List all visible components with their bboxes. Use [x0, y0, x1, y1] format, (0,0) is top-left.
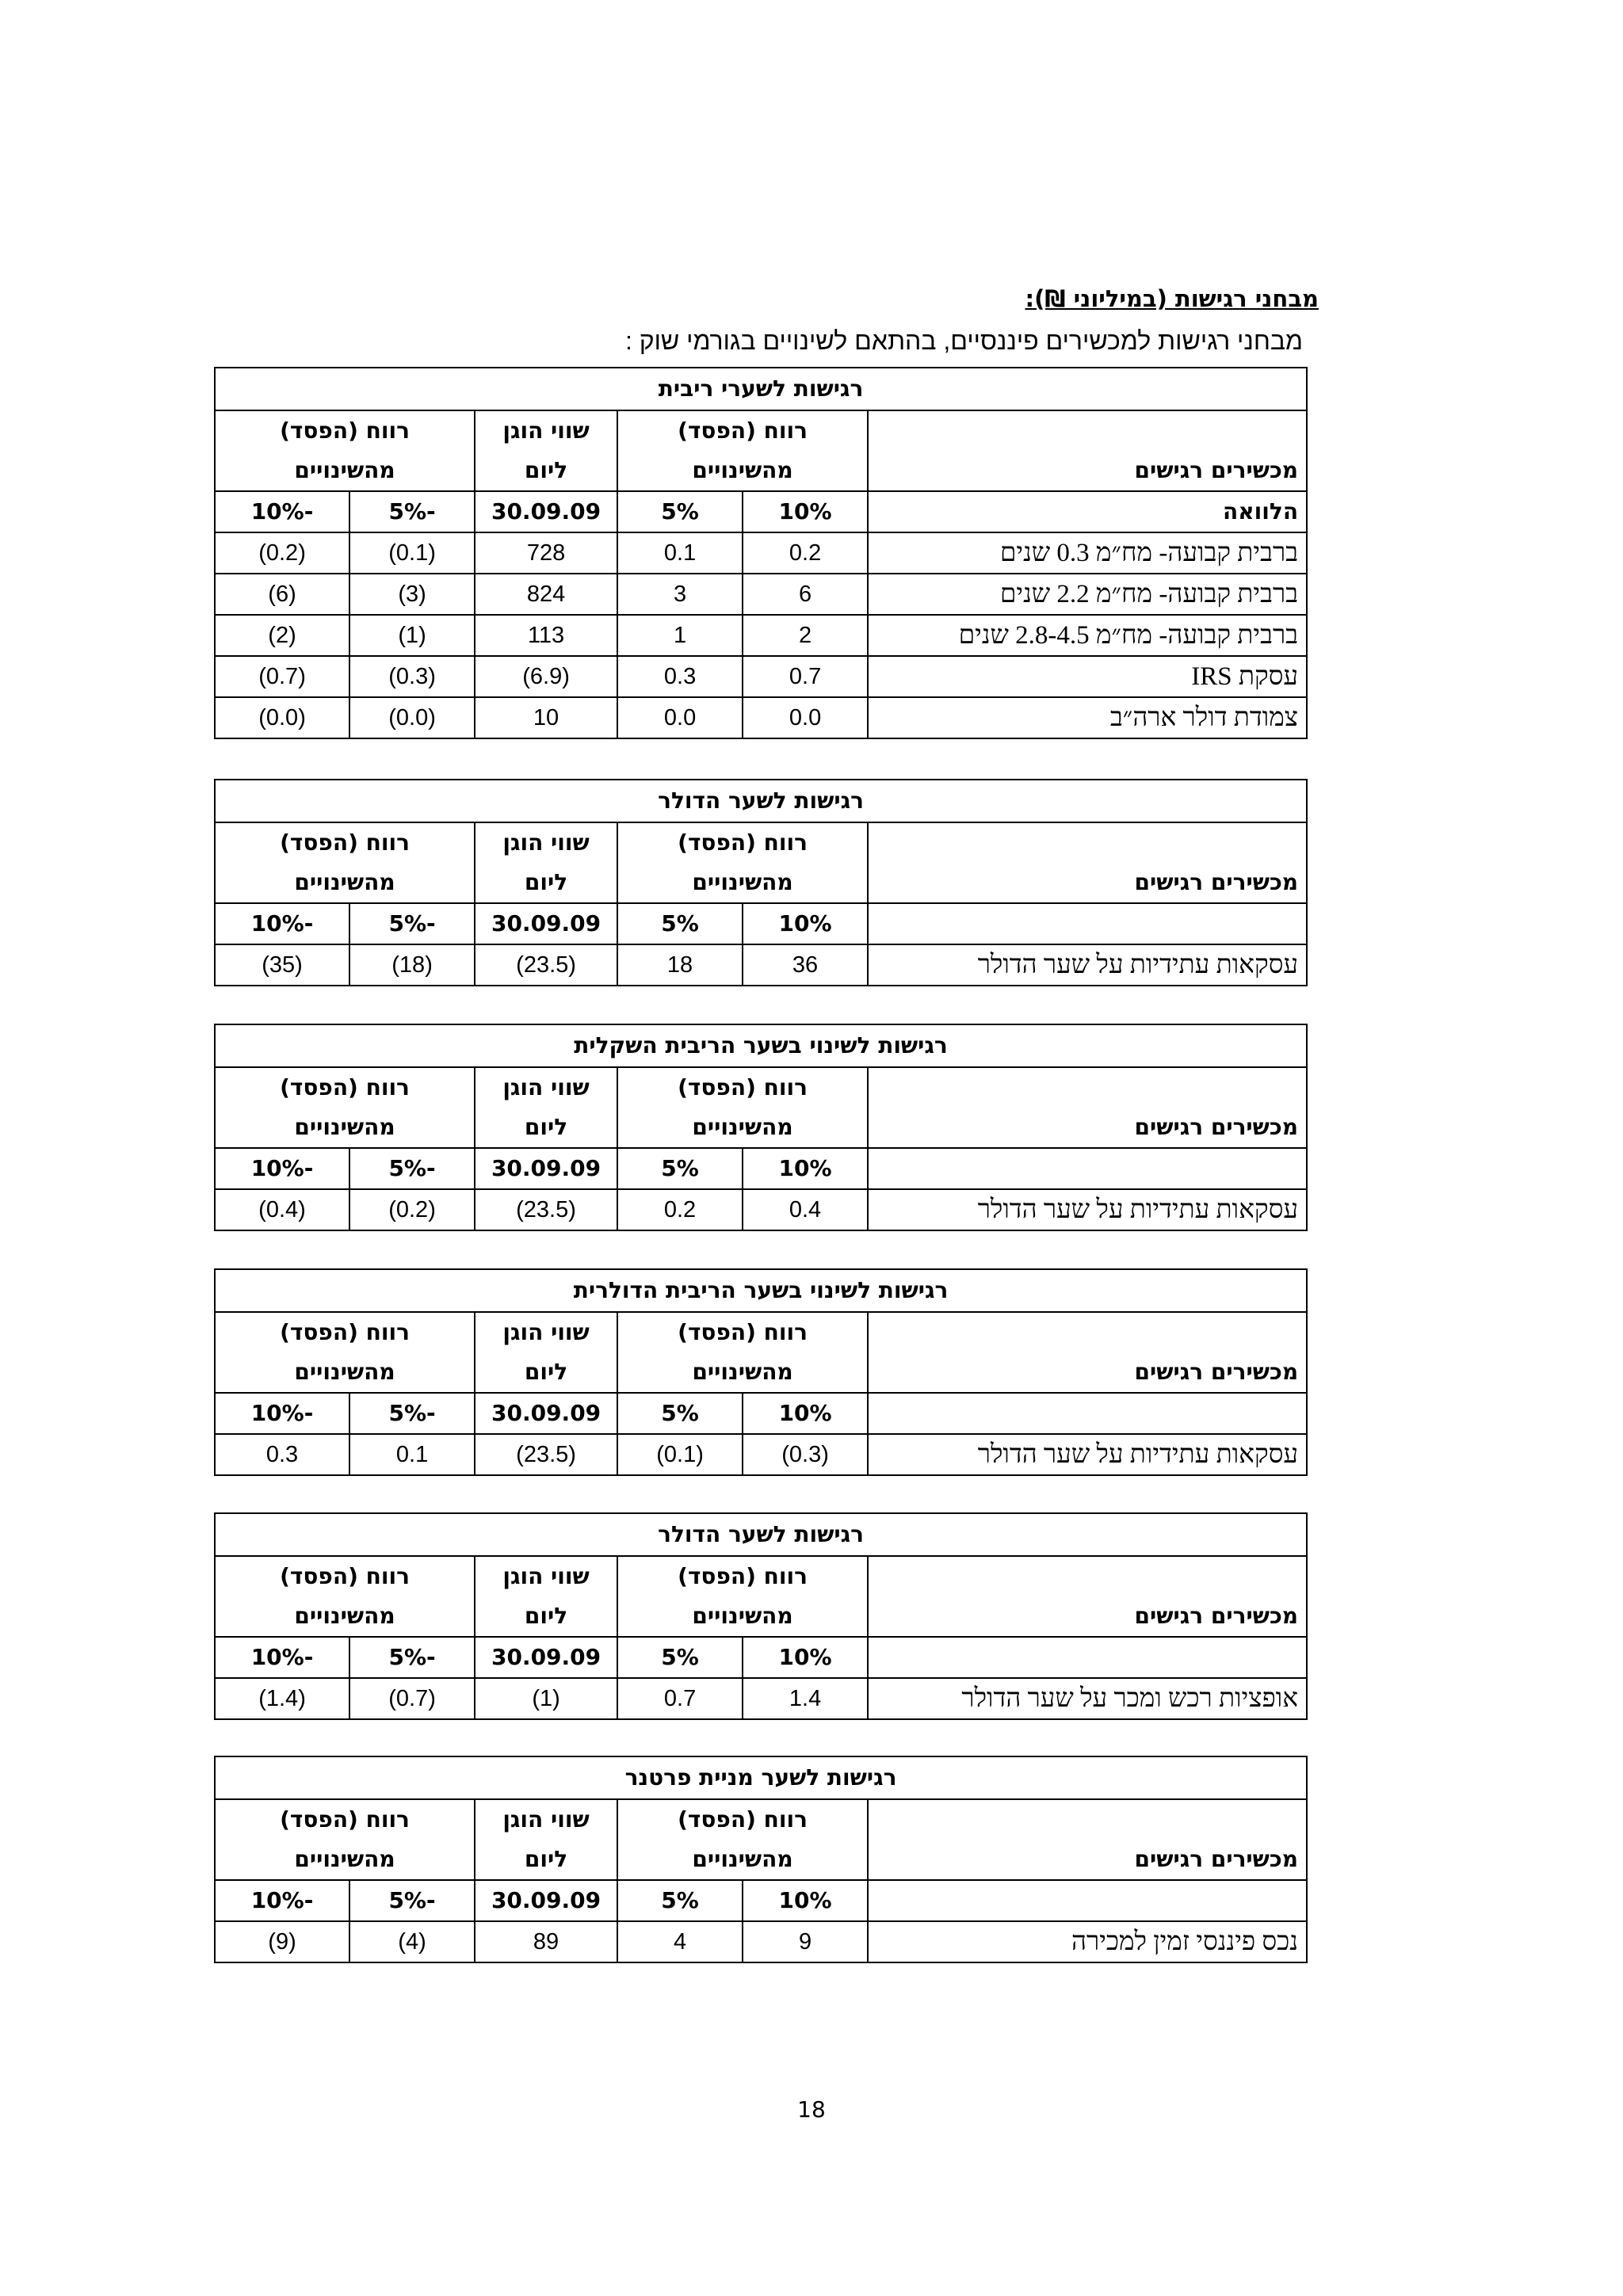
- value-plus-5: 0.1: [617, 532, 743, 574]
- header-row-1: [215, 822, 1307, 863]
- value-plus-10: 0.4: [743, 1189, 868, 1230]
- percent-row-label: הלוואה: [868, 491, 1307, 532]
- instrument-label: עסקאות עתידיות על שער הדולר: [868, 1189, 1307, 1230]
- fair-value: (6.9): [475, 656, 617, 697]
- value-plus-10: 0.2: [743, 532, 868, 574]
- value-plus-5: 0.3: [617, 656, 743, 697]
- value-plus-5: 4: [617, 1921, 743, 1962]
- percent-row: [215, 1637, 1307, 1678]
- pct-plus-5: 5%: [617, 1148, 743, 1189]
- percent-row-label: [868, 1393, 1307, 1434]
- instruments-header: מכשירים רגישים: [868, 1108, 1307, 1148]
- pct-plus-10: 10%: [743, 1637, 868, 1678]
- profit-loss-header: רווח (הפסד): [215, 1312, 475, 1352]
- section-subheading: מבחני רגישות למכשירים פיננסיים, בהתאם לשינויים בגורמי שוק :: [624, 326, 1303, 355]
- profit-loss-header-sub: מהשינויים: [617, 1108, 868, 1148]
- value-plus-10: 2: [743, 615, 868, 656]
- pct-minus-10: -10%: [215, 1393, 349, 1434]
- fair-value: 824: [475, 574, 617, 615]
- header-row-2: [215, 1840, 1307, 1880]
- value-minus-10: (1.4): [215, 1678, 349, 1719]
- value-plus-10: 0.7: [743, 656, 868, 697]
- pct-minus-10: -10%: [215, 1148, 349, 1189]
- table-row: [215, 1921, 1307, 1962]
- fair-value-header: שווי הוגן: [475, 1312, 617, 1352]
- value-plus-10: 6: [743, 574, 868, 615]
- value-minus-10: (6): [215, 574, 349, 615]
- percent-row: [215, 1393, 1307, 1434]
- pct-plus-5: 5%: [617, 903, 743, 944]
- fair-value-header: שווי הוגן: [475, 410, 617, 451]
- value-minus-10: (9): [215, 1921, 349, 1962]
- fair-value-header-sub: ליום: [475, 1108, 617, 1148]
- instruments-header: מכשירים רגישים: [868, 1352, 1307, 1393]
- value-minus-5: 0.1: [349, 1434, 475, 1475]
- value-minus-10: (0.2): [215, 532, 349, 574]
- percent-row: [215, 1148, 1307, 1189]
- header-row-2: [215, 451, 1307, 491]
- value-minus-5: (0.7): [349, 1678, 475, 1719]
- profit-loss-header: רווח (הפסד): [215, 1556, 475, 1596]
- value-minus-5: (0.1): [349, 532, 475, 574]
- table-title: רגישות לשער הדולר: [215, 780, 1307, 822]
- instruments-header: מכשירים רגישים: [868, 1840, 1307, 1880]
- table-title-row: [215, 1024, 1307, 1067]
- value-plus-10: 36: [743, 944, 868, 986]
- instrument-label: עסקאות עתידיות על שער הדולר: [868, 1434, 1307, 1475]
- sensitivity-table: [214, 1024, 1308, 1231]
- pct-plus-5: 5%: [617, 491, 743, 532]
- valuation-date: 30.09.09: [475, 491, 617, 532]
- value-minus-10: 0.3: [215, 1434, 349, 1475]
- sensitivity-table: [214, 367, 1308, 739]
- fair-value: 89: [475, 1921, 617, 1962]
- value-plus-5: 3: [617, 574, 743, 615]
- profit-loss-header-sub: מהשינויים: [215, 1596, 475, 1637]
- profit-loss-header-sub: מהשינויים: [617, 1596, 868, 1637]
- valuation-date: 30.09.09: [475, 1393, 617, 1434]
- fair-value-header-sub: ליום: [475, 1352, 617, 1393]
- profit-loss-header: רווח (הפסד): [617, 822, 868, 863]
- profit-loss-header: רווח (הפסד): [617, 1312, 868, 1352]
- table-title-row: [215, 780, 1307, 822]
- instruments-header-top: [868, 1799, 1307, 1840]
- valuation-date: 30.09.09: [475, 1637, 617, 1678]
- profit-loss-header-sub: מהשינויים: [617, 451, 868, 491]
- instruments-header-top: [868, 822, 1307, 863]
- value-plus-10: 9: [743, 1921, 868, 1962]
- instrument-label: עסקאות עתידיות על שער הדולר: [868, 944, 1307, 986]
- profit-loss-header-sub: מהשינויים: [617, 1840, 868, 1880]
- percent-row: [215, 1880, 1307, 1921]
- table-title: רגישות לשינוי בשער הריבית הדולרית: [215, 1269, 1307, 1312]
- header-row-1: [215, 410, 1307, 451]
- sensitivity-table: [214, 1512, 1308, 1720]
- value-plus-5: 0.0: [617, 697, 743, 738]
- pct-minus-5: -5%: [349, 1880, 475, 1921]
- fair-value-header: שווי הוגן: [475, 1799, 617, 1840]
- profit-loss-header-sub: מהשינויים: [215, 1840, 475, 1880]
- sensitivity-table: [214, 779, 1308, 986]
- header-row-2: [215, 1352, 1307, 1393]
- value-minus-5: (18): [349, 944, 475, 986]
- instruments-header-top: [868, 410, 1307, 451]
- header-row-2: [215, 863, 1307, 903]
- pct-plus-10: 10%: [743, 1880, 868, 1921]
- table-row: [215, 697, 1307, 738]
- table-title-row: [215, 368, 1307, 410]
- pct-minus-5: -5%: [349, 491, 475, 532]
- value-minus-5: (4): [349, 1921, 475, 1962]
- pct-plus-5: 5%: [617, 1393, 743, 1434]
- fair-value: (1): [475, 1678, 617, 1719]
- fair-value: (23.5): [475, 1434, 617, 1475]
- percent-row-label: [868, 1148, 1307, 1189]
- percent-row-label: [868, 1637, 1307, 1678]
- instrument-label: נכס פיננסי זמין למכירה: [868, 1921, 1307, 1962]
- value-minus-5: (0.3): [349, 656, 475, 697]
- section-heading: מבחני רגישות (במיליוני ₪):: [1025, 285, 1319, 312]
- fair-value-header-sub: ליום: [475, 451, 617, 491]
- percent-row-label: [868, 1880, 1307, 1921]
- instruments-header-top: [868, 1556, 1307, 1596]
- page-number: 18: [797, 2096, 826, 2122]
- header-row-1: [215, 1556, 1307, 1596]
- instrument-label: אופציות רכש ומכר על שער הדולר: [868, 1678, 1307, 1719]
- fair-value-header-sub: ליום: [475, 1596, 617, 1637]
- percent-row-label: [868, 903, 1307, 944]
- pct-plus-10: 10%: [743, 903, 868, 944]
- value-plus-5: 0.7: [617, 1678, 743, 1719]
- percent-row: [215, 491, 1307, 532]
- value-minus-10: (0.7): [215, 656, 349, 697]
- instruments-header: מכשירים רגישים: [868, 863, 1307, 903]
- pct-minus-5: -5%: [349, 1393, 475, 1434]
- header-row-1: [215, 1799, 1307, 1840]
- fair-value-header: שווי הוגן: [475, 822, 617, 863]
- valuation-date: 30.09.09: [475, 1148, 617, 1189]
- table-title-row: [215, 1756, 1307, 1799]
- profit-loss-header: רווח (הפסד): [617, 1799, 868, 1840]
- value-minus-10: (0.0): [215, 697, 349, 738]
- value-minus-5: (0.0): [349, 697, 475, 738]
- profit-loss-header: רווח (הפסד): [215, 1067, 475, 1108]
- table-title: רגישות לשערי ריבית: [215, 368, 1307, 410]
- fair-value: 113: [475, 615, 617, 656]
- pct-plus-5: 5%: [617, 1637, 743, 1678]
- fair-value-header-sub: ליום: [475, 863, 617, 903]
- value-minus-10: (0.4): [215, 1189, 349, 1230]
- table-row: [215, 1189, 1307, 1230]
- profit-loss-header-sub: מהשינויים: [215, 1108, 475, 1148]
- pct-minus-10: -10%: [215, 1637, 349, 1678]
- value-plus-10: 0.0: [743, 697, 868, 738]
- value-plus-5: (0.1): [617, 1434, 743, 1475]
- table-title: רגישות לשינוי בשער הריבית השקלית: [215, 1024, 1307, 1067]
- pct-plus-5: 5%: [617, 1880, 743, 1921]
- profit-loss-header: רווח (הפסד): [215, 410, 475, 451]
- table-row: [215, 615, 1307, 656]
- value-plus-10: (0.3): [743, 1434, 868, 1475]
- instruments-header: מכשירים רגישים: [868, 1596, 1307, 1637]
- value-minus-10: (2): [215, 615, 349, 656]
- profit-loss-header-sub: מהשינויים: [617, 863, 868, 903]
- header-row-1: [215, 1312, 1307, 1352]
- header-row-1: [215, 1067, 1307, 1108]
- fair-value-header: שווי הוגן: [475, 1556, 617, 1596]
- value-minus-5: (3): [349, 574, 475, 615]
- table-row: [215, 532, 1307, 574]
- value-plus-5: 18: [617, 944, 743, 986]
- value-plus-5: 1: [617, 615, 743, 656]
- profit-loss-header: רווח (הפסד): [215, 822, 475, 863]
- profit-loss-header-sub: מהשינויים: [215, 451, 475, 491]
- pct-minus-5: -5%: [349, 1148, 475, 1189]
- profit-loss-header: רווח (הפסד): [215, 1799, 475, 1840]
- table-title: רגישות לשער הדולר: [215, 1513, 1307, 1556]
- value-minus-5: (1): [349, 615, 475, 656]
- table-row: [215, 1434, 1307, 1475]
- fair-value: (23.5): [475, 1189, 617, 1230]
- table-title-row: [215, 1513, 1307, 1556]
- instruments-header-top: [868, 1312, 1307, 1352]
- table-row: [215, 1678, 1307, 1719]
- instruments-header: מכשירים רגישים: [868, 451, 1307, 491]
- fair-value: 10: [475, 697, 617, 738]
- table-title: רגישות לשער מניית פרטנר: [215, 1756, 1307, 1799]
- value-plus-5: 0.2: [617, 1189, 743, 1230]
- fair-value: (23.5): [475, 944, 617, 986]
- pct-plus-10: 10%: [743, 1393, 868, 1434]
- instrument-label: ברבית קבועה- מח״מ 2.8-4.5 שנים: [868, 615, 1307, 656]
- value-minus-5: (0.2): [349, 1189, 475, 1230]
- pct-minus-5: -5%: [349, 1637, 475, 1678]
- profit-loss-header-sub: מהשינויים: [617, 1352, 868, 1393]
- pct-minus-10: -10%: [215, 491, 349, 532]
- table-row: [215, 944, 1307, 986]
- header-row-2: [215, 1108, 1307, 1148]
- table-row: [215, 656, 1307, 697]
- value-minus-10: (35): [215, 944, 349, 986]
- table-row: [215, 574, 1307, 615]
- instrument-label: ברבית קבועה- מח״מ 0.3 שנים: [868, 532, 1307, 574]
- pct-plus-10: 10%: [743, 491, 868, 532]
- pct-minus-10: -10%: [215, 1880, 349, 1921]
- pct-minus-10: -10%: [215, 903, 349, 944]
- fair-value-header-sub: ליום: [475, 1840, 617, 1880]
- profit-loss-header: רווח (הפסד): [617, 410, 868, 451]
- fair-value-header: שווי הוגן: [475, 1067, 617, 1108]
- fair-value: 728: [475, 532, 617, 574]
- profit-loss-header-sub: מהשינויים: [215, 863, 475, 903]
- sensitivity-table: [214, 1268, 1308, 1476]
- instrument-label: ברבית קבועה- מח״מ 2.2 שנים: [868, 574, 1307, 615]
- table-title-row: [215, 1269, 1307, 1312]
- instruments-header-top: [868, 1067, 1307, 1108]
- value-plus-10: 1.4: [743, 1678, 868, 1719]
- valuation-date: 30.09.09: [475, 903, 617, 944]
- pct-minus-5: -5%: [349, 903, 475, 944]
- sensitivity-table: [214, 1756, 1308, 1963]
- profit-loss-header: רווח (הפסד): [617, 1067, 868, 1108]
- header-row-2: [215, 1596, 1307, 1637]
- profit-loss-header-sub: מהשינויים: [215, 1352, 475, 1393]
- valuation-date: 30.09.09: [475, 1880, 617, 1921]
- percent-row: [215, 903, 1307, 944]
- instrument-label: צמודת דולר ארה״ב: [868, 697, 1307, 738]
- instrument-label: עסקת IRS: [868, 656, 1307, 697]
- pct-plus-10: 10%: [743, 1148, 868, 1189]
- profit-loss-header: רווח (הפסד): [617, 1556, 868, 1596]
